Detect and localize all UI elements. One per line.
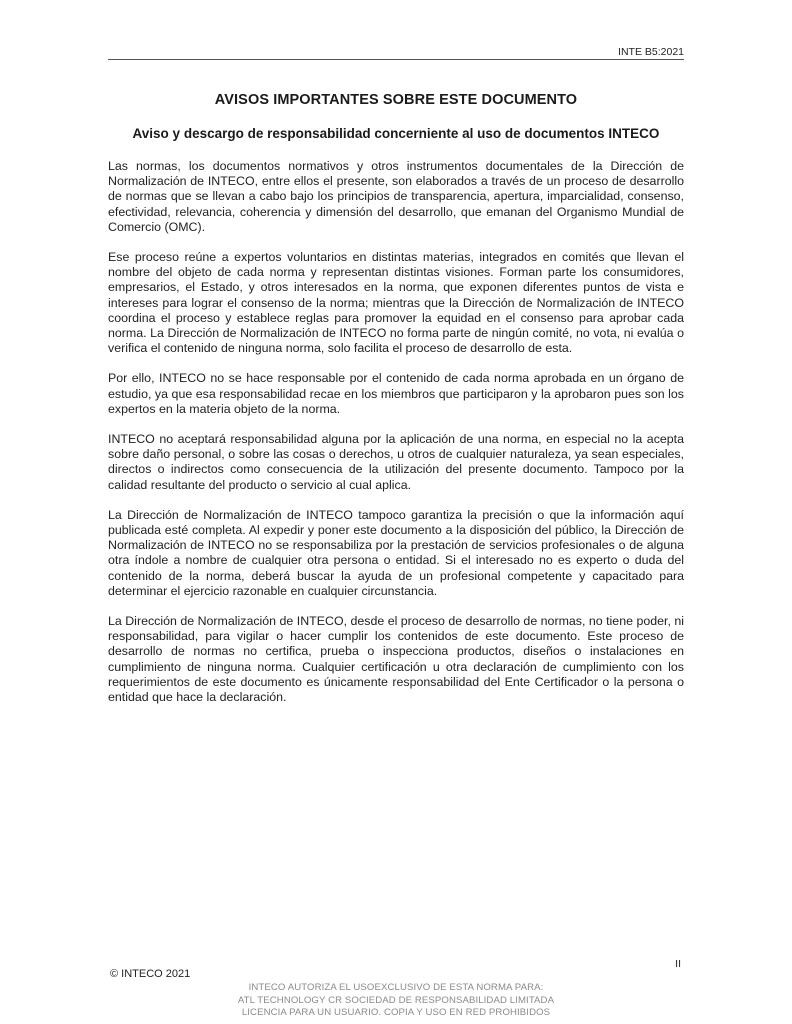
paragraph-3: Por ello, INTECO no se hace responsable por el contenido de cada norma aprobada en un órgano de estudio, ya que esa responsabilidad recae en los miembros que participaron y la aprobaron pues son los expertos en la materia objeto de la norma. bbox=[108, 371, 684, 416]
license-line: INTECO AUTORIZA EL USOEXCLUSIVO DE ESTA NORMA PARA: bbox=[248, 982, 544, 993]
paragraph-6: La Dirección de Normalización de INTECO, desde el proceso de desarrollo de normas, no tiene poder, ni responsabilidad, para vigilar o hacer cumplir los contenidos de este documento. Este proceso de desarrollo de normas no certifica, prueba o inspecciona productos, diseños o instalaciones en cumplimiento de ninguna norma. Cualquier certificación u otra declaración de cumplimiento con los requerimientos de este documento es únicamente responsabilidad del Ente Certificador o la persona o entidad que hace la declaración. bbox=[108, 614, 684, 705]
license-line: ATL TECHNOLOGY CR SOCIEDAD DE RESPONSABILIDAD LIMITADA bbox=[237, 994, 555, 1006]
header-divider bbox=[108, 59, 684, 60]
page-number: II bbox=[675, 958, 681, 970]
paragraph-2: Ese proceso reúne a expertos voluntarios en distintas materias, integrados en comités que llevan el nombre del objeto de cada norma y representan distintas visiones. Forman parte los consumidores, empresarios, el Estado, y otros interesados en la norma, que exponen diferentes puntos de vista e intereses para lograr el consenso de la norma; mientras que la Dirección de Normalización de INTECO coordina el proceso y establece reglas para promover la equidad en el consenso para aprobar cada norma. La Dirección de Normalización de INTECO no forma parte de ningún comité, no vota, ni evalúa o verifica el contenido de ninguna norma, solo facilita el proceso de desarrollo de esta. bbox=[108, 250, 684, 356]
license-line: LICENCIA PARA UN USUARIO. COPIA Y USO EN RED PROHIBIDOS bbox=[241, 1007, 551, 1018]
copyright-notice: © INTECO 2021 bbox=[110, 968, 191, 980]
section-subtitle: Aviso y descargo de responsabilidad concerniente al uso de documentos INTECO bbox=[132, 126, 660, 141]
document-code: INTE B5:2021 bbox=[618, 46, 684, 58]
paragraph-1: Las normas, los documentos normativos y otros instrumentos documentales de la Dirección de Normalización de INTECO, entre ellos el presente, son elaborados a través de un proceso de desarrollo de normas que se llevan a cabo bajo los principios de transparencia, apertura, imparcialidad, consenso, efectividad, relevancia, coherencia y dimensión del desarrollo, que emanan del Organismo Mundial de Comercio (OMC). bbox=[108, 159, 684, 234]
license-watermark bbox=[0, 982, 792, 1020]
paragraph-5: La Dirección de Normalización de INTECO tampoco garantiza la precisión o que la información aquí publicada esté completa. Al expedir y poner este documento a la disposición del público, la Dirección de Normalización de INTECO no se responsabiliza por la prestación de servicios profesionales o de alguna otra índole a nombre de cualquier otra persona o entidad. Si el interesado no es experto o duda del contenido de la norma, deberá buscar la ayuda de un profesional competente y capacitado para determinar el ejercicio razonable en cualquier circunstancia. bbox=[108, 507, 684, 598]
document-body bbox=[108, 92, 684, 720]
page-title: AVISOS IMPORTANTES SOBRE ESTE DOCUMENTO bbox=[214, 92, 578, 108]
paragraph-4: INTECO no aceptará responsabilidad alguna por la aplicación de una norma, en especial no la acepta sobre daño personal, o sobre las cosas o derechos, u otros de cualquier naturaleza, ya sean especiales, directos o indirectos como consecuencia de la utilización del presente documento. Tampoco por la calidad resultante del producto o servicio al cual aplica. bbox=[108, 432, 684, 492]
